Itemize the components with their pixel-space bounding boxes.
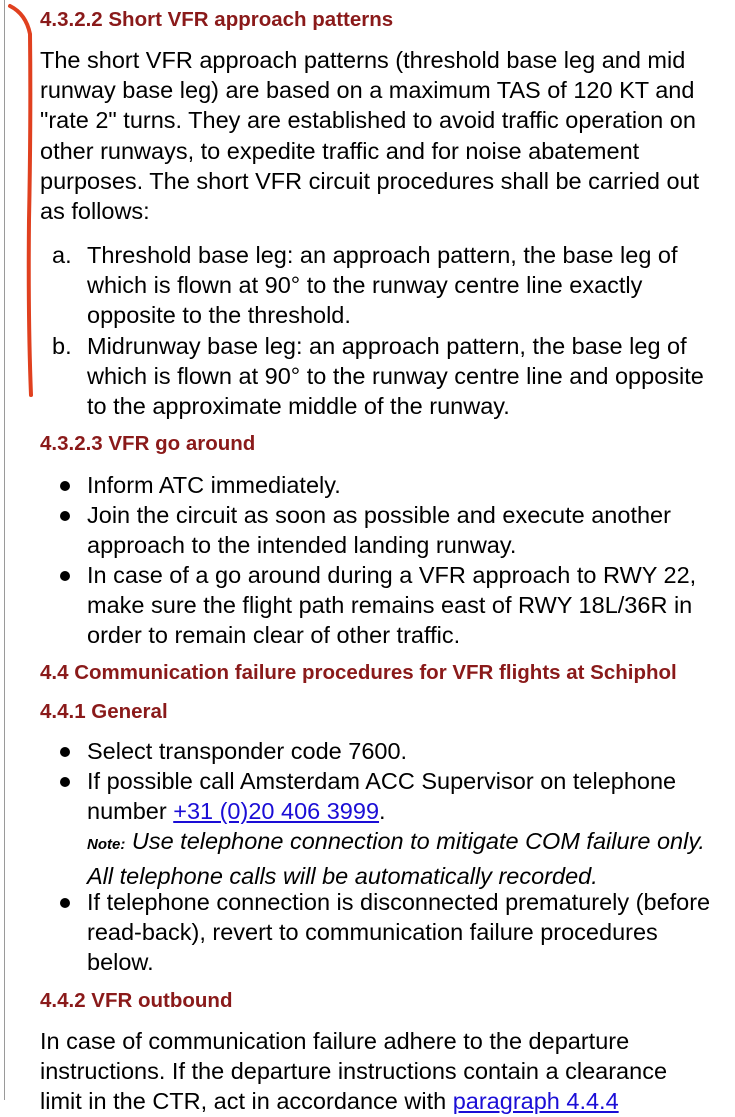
paragraph-line: purposes. The short VFR circuit procedures shall be carried out [40, 167, 700, 194]
list-item-line: Midrunway base leg: an approach pattern, the base leg of [87, 333, 687, 359]
list-item-line: If telephone connection is disconnected prematurely (before [87, 889, 711, 915]
list-item-line: Threshold base leg: an approach pattern, the base leg of [87, 242, 678, 268]
section-heading-4-4-2: 4.4.2 VFR outbound [40, 989, 233, 1012]
list-item-line: If possible call Amsterdam ACC Supervisor on telephone [87, 768, 677, 794]
list-item-line: opposite to the threshold. [87, 302, 351, 329]
paragraph-line: as follows: [40, 198, 150, 225]
paragraph-text: limit in the CTR, act in accordance with [40, 1088, 453, 1115]
note-label: Note: [87, 836, 126, 854]
paragraph-line: other runways, to expedite traffic and for noise abatement [40, 137, 640, 164]
list-item-line: which is flown at 90° to the runway centre line and opposite [87, 363, 704, 390]
bullet-dot [60, 571, 70, 581]
bullet-dot [60, 481, 70, 491]
list-marker: a. [52, 242, 72, 268]
list-item-line [87, 796, 705, 826]
paragraph-reference-link[interactable]: paragraph 4.4.4 [452, 1088, 619, 1115]
paragraph-line: The short VFR approach patterns (threshold base leg and mid [40, 47, 686, 73]
list-item-line: Inform ATC immediately. [87, 472, 341, 498]
note-text: Use telephone connection to mitigate COM failure only. [125, 828, 705, 855]
list-item-line: below. [87, 949, 154, 976]
list-item-line: Select transponder code 7600. [87, 738, 408, 764]
list-marker: b. [52, 333, 72, 359]
paragraph-line [40, 1086, 667, 1116]
note-line: All telephone calls will be automatically recorded. [87, 862, 598, 889]
bullet-dot [60, 511, 70, 521]
section-heading-4-3-2-2: 4.3.2.2 Short VFR approach patterns [40, 8, 394, 31]
list-item-line: order to remain clear of other traffic. [87, 622, 461, 649]
list-item-line: which is flown at 90° to the runway centre line exactly [87, 272, 643, 299]
paragraph-line: runway base leg) are based on a maximum TAS of 120 KT and [40, 77, 695, 104]
list-item-line: make sure the flight path remains east of RWY 18L/36R in [87, 592, 693, 619]
list-item-line: approach to the intended landing runway. [87, 532, 517, 559]
section-heading-4-4-1: 4.4.1 General [40, 700, 168, 723]
list-item-line: In case of a go around during a VFR approach to RWY 22, [87, 562, 697, 588]
bullet-dot [60, 777, 70, 787]
list-item-line: to the approximate middle of the runway. [87, 393, 510, 420]
section-heading-4-3-2-3: 4.3.2.3 VFR go around [40, 432, 256, 455]
phone-suffix-text: . [379, 798, 386, 825]
phone-number-link[interactable]: +31 (0)20 406 3999 [173, 798, 380, 825]
paragraph-line: instructions. If the departure instructions contain a clearance [40, 1058, 668, 1085]
section-paragraph-4-4-2 [40, 1026, 667, 1117]
phone-prefix-text: number [87, 798, 174, 825]
list-item-line: read-back), revert to communication failure procedures [87, 919, 658, 946]
bullet-dot [60, 747, 70, 757]
page-left-border [4, 0, 5, 1100]
annotation-stroke [10, 6, 31, 395]
bullet-dot [60, 898, 70, 908]
section-paragraph-4-3-2-2 [40, 45, 699, 226]
paragraph-line: In case of communication failure adhere to the departure [40, 1028, 630, 1054]
section-heading-4-4: 4.4 Communication failure procedures for VFR flights at Schiphol [40, 661, 677, 684]
list-item-line: Join the circuit as soon as possible and execute another [87, 502, 671, 528]
note-line [87, 826, 705, 860]
paragraph-line: "rate 2" turns. They are established to avoid traffic operation on [40, 107, 696, 134]
